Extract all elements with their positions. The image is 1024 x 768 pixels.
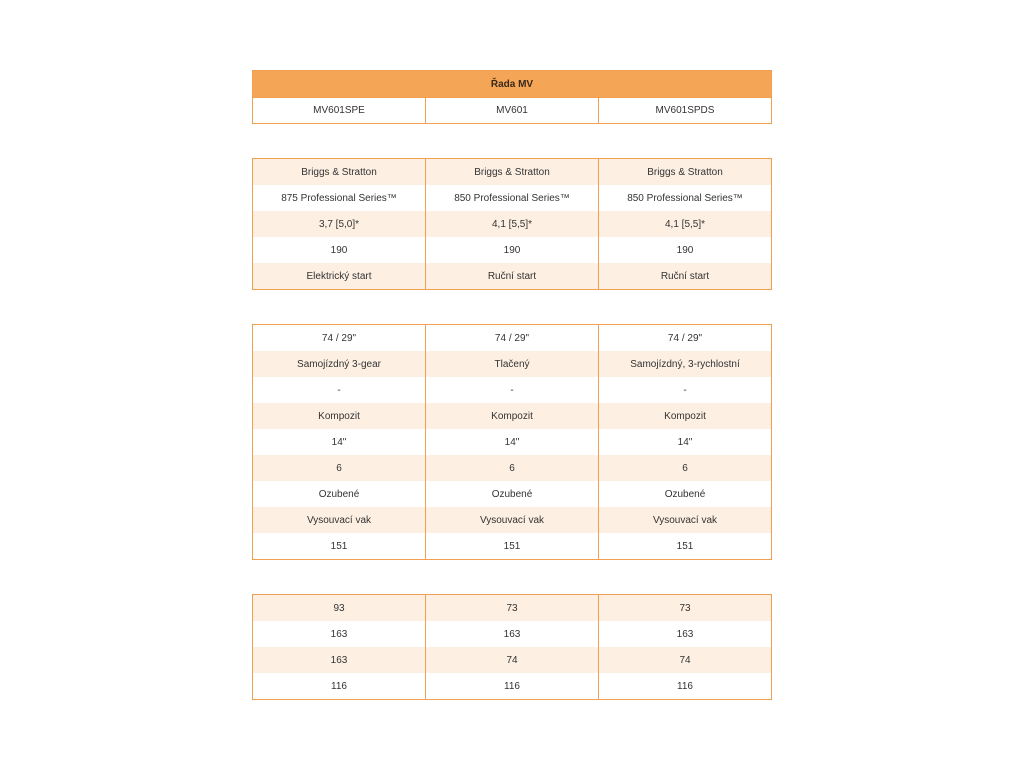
table-cell: Tlačený bbox=[426, 351, 599, 377]
model-name: MV601 bbox=[426, 98, 599, 124]
table-cell: 116 bbox=[599, 673, 772, 700]
table-cell: 850 Professional Series™ bbox=[426, 185, 599, 211]
table-row bbox=[253, 263, 772, 290]
table-cell: - bbox=[426, 377, 599, 403]
table-cell: Kompozit bbox=[599, 403, 772, 429]
table-cell: 151 bbox=[426, 533, 599, 560]
table-cell: Ozubené bbox=[599, 481, 772, 507]
table-cell: Ruční start bbox=[426, 263, 599, 290]
table-cell: 74 / 29" bbox=[599, 325, 772, 352]
dimensions-table bbox=[252, 594, 772, 700]
table-cell: Elektrický start bbox=[253, 263, 426, 290]
table-cell: - bbox=[599, 377, 772, 403]
table-cell: 850 Professional Series™ bbox=[599, 185, 772, 211]
series-header-table bbox=[252, 70, 772, 124]
table-row bbox=[253, 403, 772, 429]
table-cell: 73 bbox=[599, 595, 772, 622]
table-cell: 14" bbox=[426, 429, 599, 455]
table-cell: Vysouvací vak bbox=[253, 507, 426, 533]
engine-spec-table bbox=[252, 158, 772, 290]
table-cell: 74 / 29" bbox=[426, 325, 599, 352]
table-cell: 3,7 [5,0]* bbox=[253, 211, 426, 237]
table-row bbox=[253, 647, 772, 673]
table-cell: Ozubené bbox=[253, 481, 426, 507]
table-cell: 73 bbox=[426, 595, 599, 622]
table-cell: 74 bbox=[599, 647, 772, 673]
table-cell: 151 bbox=[599, 533, 772, 560]
model-name: MV601SPDS bbox=[599, 98, 772, 124]
table-cell: Samojízdný, 3-rychlostní bbox=[599, 351, 772, 377]
table-cell: 163 bbox=[253, 647, 426, 673]
table-cell: 93 bbox=[253, 595, 426, 622]
table-row bbox=[253, 185, 772, 211]
deck-spec-table bbox=[252, 324, 772, 560]
table-cell: - bbox=[253, 377, 426, 403]
table-cell: 74 / 29" bbox=[253, 325, 426, 352]
table-cell: 151 bbox=[253, 533, 426, 560]
table-row bbox=[253, 481, 772, 507]
table-row bbox=[253, 673, 772, 700]
table-cell: Samojízdný 3-gear bbox=[253, 351, 426, 377]
table-cell: Ozubené bbox=[426, 481, 599, 507]
table-row bbox=[253, 159, 772, 186]
table-cell: 190 bbox=[426, 237, 599, 263]
table-cell: 116 bbox=[253, 673, 426, 700]
table-cell: 14" bbox=[599, 429, 772, 455]
table-cell: 163 bbox=[599, 621, 772, 647]
table-row bbox=[253, 533, 772, 560]
table-cell: 4,1 [5,5]* bbox=[426, 211, 599, 237]
table-cell: 6 bbox=[426, 455, 599, 481]
table-cell: 4,1 [5,5]* bbox=[599, 211, 772, 237]
table-row bbox=[253, 351, 772, 377]
table-cell: 14" bbox=[253, 429, 426, 455]
table-row bbox=[253, 595, 772, 622]
table-cell: Briggs & Stratton bbox=[426, 159, 599, 186]
table-cell: Briggs & Stratton bbox=[253, 159, 426, 186]
table-cell: Kompozit bbox=[426, 403, 599, 429]
table-row bbox=[253, 429, 772, 455]
table-cell: Briggs & Stratton bbox=[599, 159, 772, 186]
table-cell: Vysouvací vak bbox=[599, 507, 772, 533]
table-cell: 116 bbox=[426, 673, 599, 700]
table-cell: 6 bbox=[253, 455, 426, 481]
table-cell: Kompozit bbox=[253, 403, 426, 429]
table-cell: 190 bbox=[599, 237, 772, 263]
table-row bbox=[253, 377, 772, 403]
table-cell: 163 bbox=[253, 621, 426, 647]
table-cell: Vysouvací vak bbox=[426, 507, 599, 533]
table-row bbox=[253, 507, 772, 533]
table-cell: 74 bbox=[426, 647, 599, 673]
table-cell: 875 Professional Series™ bbox=[253, 185, 426, 211]
model-name: MV601SPE bbox=[253, 98, 426, 124]
series-title: Řada MV bbox=[253, 71, 772, 98]
table-cell: Ruční start bbox=[599, 263, 772, 290]
table-row bbox=[253, 621, 772, 647]
table-cell: 6 bbox=[599, 455, 772, 481]
table-row bbox=[253, 455, 772, 481]
table-row bbox=[253, 211, 772, 237]
table-cell: 190 bbox=[253, 237, 426, 263]
table-row bbox=[253, 325, 772, 352]
table-row bbox=[253, 237, 772, 263]
table-cell: 163 bbox=[426, 621, 599, 647]
